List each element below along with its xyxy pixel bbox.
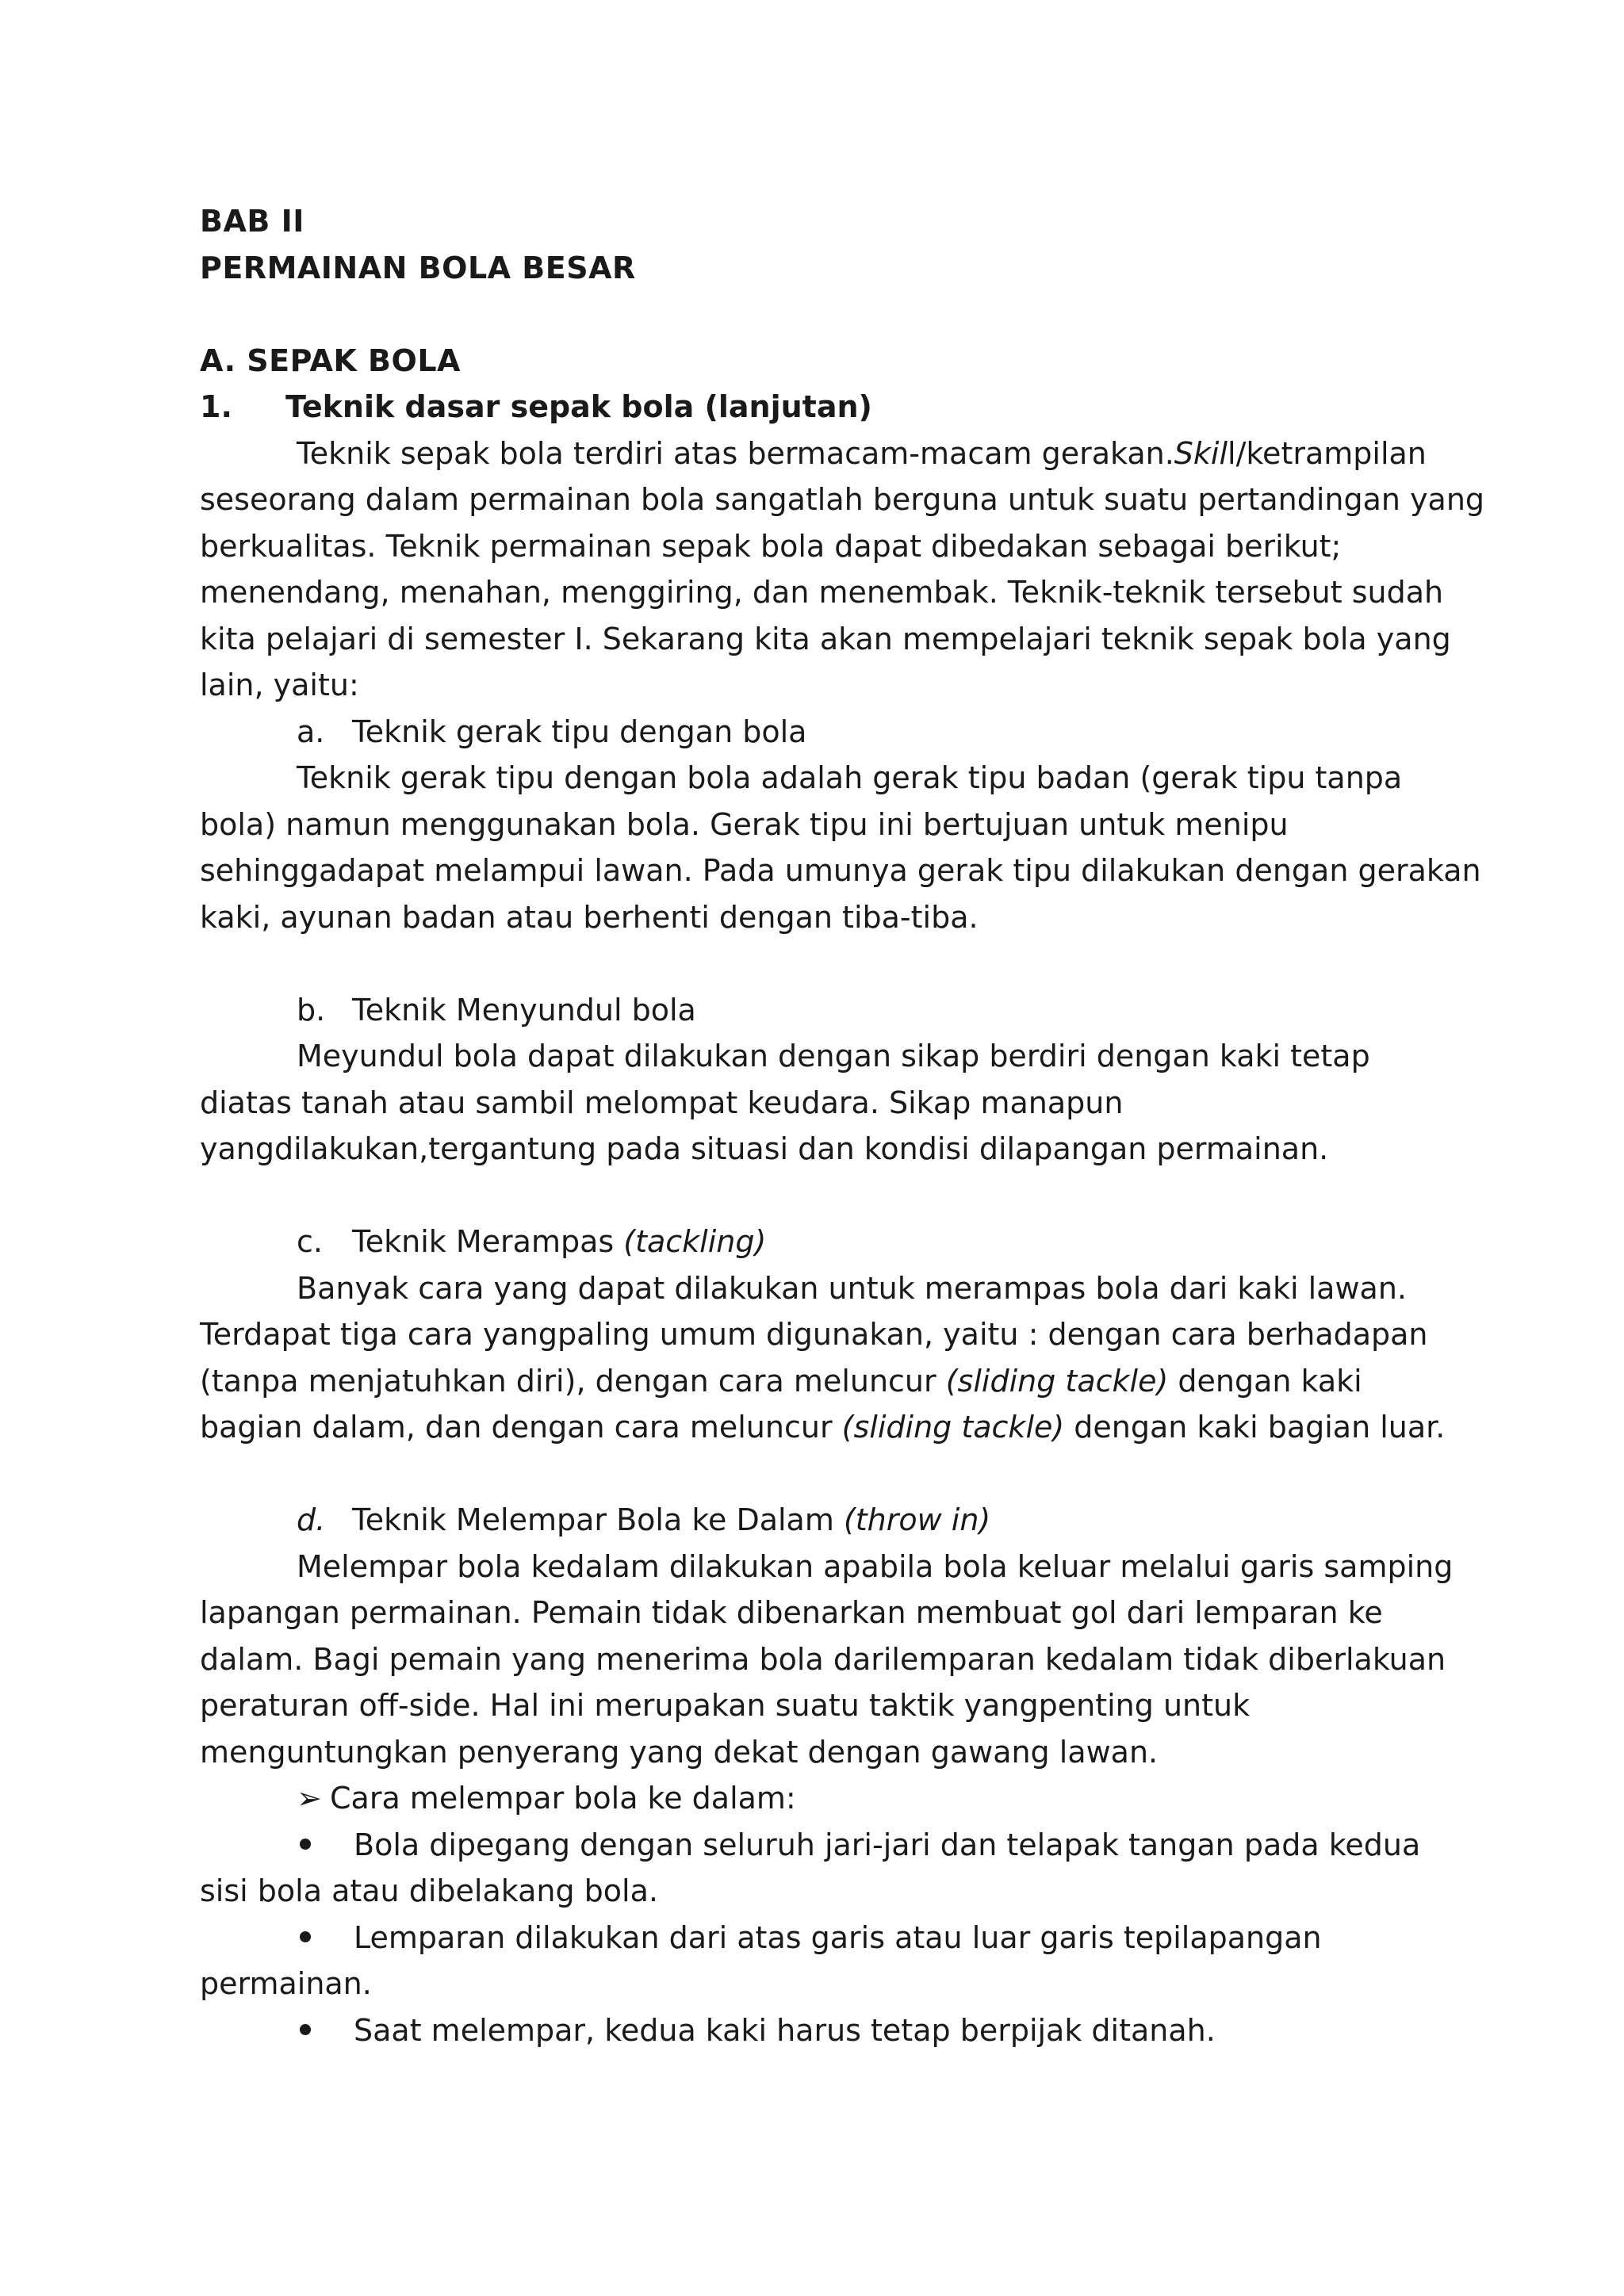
bullet-continuation: permainan. — [200, 1966, 372, 2001]
item-title: Teknik Menyundul bola — [352, 992, 696, 1027]
paragraph-line: lapangan permainan. Pemain tidak dibenarkan membuat gol dari lemparan ke — [200, 1595, 1383, 1630]
chapter-title: PERMAINAN BOLA BESAR — [200, 250, 636, 285]
paragraph-line: dalam. Bagi pemain yang menerima bola darilemparan kedalam tidak diberlakuan — [200, 1641, 1446, 1677]
paragraph-line: menendang, menahan, menggiring, dan menembak. Teknik-teknik tersebut sudah — [200, 575, 1444, 610]
paragraph-line: Teknik gerak tipu dengan bola adalah gerak tipu badan (gerak tipu tanpa — [297, 760, 1403, 795]
paragraph-line: yangdilakukan,tergantung pada situasi dan kondisi dilapangan permainan. — [200, 1131, 1329, 1166]
bullet-text: Lemparan dilakukan dari atas garis atau luar garis tepilapangan — [354, 1919, 1322, 1955]
item-heading-c — [200, 1219, 1437, 1265]
page-content — [200, 198, 1485, 2053]
bullet-continuation: sisi bola atau dibelakang bola. — [200, 1873, 658, 1908]
item-title-italic: (throw in) — [843, 1502, 991, 1537]
text-span: (tanpa menjatuhkan diri), dengan cara meluncur — [200, 1363, 946, 1399]
arrow-bullet-icon: ➢ — [297, 1781, 322, 1816]
bullet-item — [200, 1822, 1437, 1869]
bullet-item — [200, 2007, 1437, 2054]
paragraph-line: menguntungkan penyerang yang dekat dengan gawang lawan. — [200, 1734, 1159, 1770]
paragraph-line — [200, 1404, 1446, 1451]
italic-span: (sliding tackle) — [945, 1363, 1169, 1399]
italic-span: Skil — [1174, 435, 1228, 471]
bullet-dot-icon — [300, 1839, 311, 1850]
chapter-label: BAB II — [200, 204, 304, 239]
item-title-italic: (tackling) — [623, 1224, 767, 1259]
paragraph-line: lain, yaitu: — [200, 668, 359, 702]
text-span: Teknik sepak bola terdiri atas bermacam-macam gerakan. — [297, 435, 1174, 471]
text-span: dengan kaki — [1168, 1363, 1362, 1399]
bullet-item — [200, 1915, 1437, 1961]
item-heading-a — [200, 709, 1437, 756]
paragraph-line: diatas tanah atau sambil melompat keudara. Sikap manapun — [200, 1085, 1124, 1120]
arrow-list-text: Cara melempar bola ke dalam: — [330, 1781, 796, 1816]
paragraph-line: kita pelajari di semester I. Sekarang kita akan mempelajari teknik sepak bola yang — [200, 621, 1451, 656]
spacer — [200, 1451, 1437, 1498]
item-letter: a. — [297, 714, 325, 749]
subsection-number: 1. — [200, 389, 232, 424]
paragraph-line: kaki, ayunan badan atau berhenti dengan tiba-tiba. — [200, 899, 979, 935]
item-heading-d — [200, 1497, 1437, 1544]
paragraph-line — [200, 430, 1437, 477]
paragraph-line: peraturan off-side. Hal ini merupakan suatu taktik yangpenting untuk — [200, 1688, 1251, 1723]
italic-span: (sliding tackle) — [841, 1410, 1065, 1445]
spacer — [200, 1173, 1437, 1219]
paragraph-line: Terdapat tiga cara yangpaling umum digunakan, yaitu : dengan cara berhadapan — [200, 1317, 1428, 1352]
paragraph-line — [200, 1358, 1437, 1405]
paragraph-line: Banyak cara yang dapat dilakukan untuk merampas bola dari kaki lawan. — [297, 1270, 1407, 1306]
spacer — [200, 291, 1437, 338]
item-letter: b. — [297, 992, 326, 1027]
paragraph-line: bola) namun menggunakan bola. Gerak tipu ini bertujuan untuk menipu — [200, 806, 1289, 842]
bullet-text: Bola dipegang dengan seluruh jari-jari dan telapak tangan pada kedua — [354, 1827, 1421, 1862]
paragraph-line: Meyundul bola dapat dilakukan dengan sikap berdiri dengan kaki tetap — [297, 1039, 1370, 1073]
bullet-dot-icon — [300, 2024, 311, 2035]
bullet-text: Saat melempar, kedua kaki harus tetap berpijak ditanah. — [354, 2012, 1216, 2048]
item-letter: c. — [297, 1224, 323, 1259]
paragraph-line: sehinggadapat melampui lawan. Pada umunya gerak tipu dilakukan dengan gerakan — [200, 853, 1481, 888]
text-span: dengan kaki bagian luar. — [1064, 1410, 1446, 1445]
bullet-dot-icon — [300, 1931, 311, 1942]
item-title: Teknik gerak tipu dengan bola — [352, 714, 807, 749]
spacer — [200, 940, 1437, 987]
item-title: Teknik Melempar Bola ke Dalam — [352, 1502, 844, 1537]
text-span: l/ketrampilan — [1228, 435, 1427, 471]
item-letter: d. — [297, 1502, 326, 1537]
paragraph-line: Melempar bola kedalam dilakukan apabila bola keluar melalui garis samping — [297, 1548, 1454, 1584]
text-span: bagian dalam, dan dengan cara meluncur — [200, 1410, 842, 1445]
section-heading: A. SEPAK BOLA — [200, 342, 461, 378]
subsection-title: Teknik dasar sepak bola (lanjutan) — [285, 389, 872, 424]
arrow-list-heading — [200, 1775, 1437, 1822]
subsection-heading — [200, 384, 1437, 430]
paragraph-line: seseorang dalam permainan bola sangatlah berguna untuk suatu pertandingan yang — [200, 482, 1485, 517]
item-heading-b — [200, 987, 1437, 1034]
paragraph-line: berkualitas. Teknik permainan sepak bola dapat dibedakan sebagai berikut; — [200, 528, 1342, 564]
item-title: Teknik Merampas — [352, 1224, 624, 1259]
